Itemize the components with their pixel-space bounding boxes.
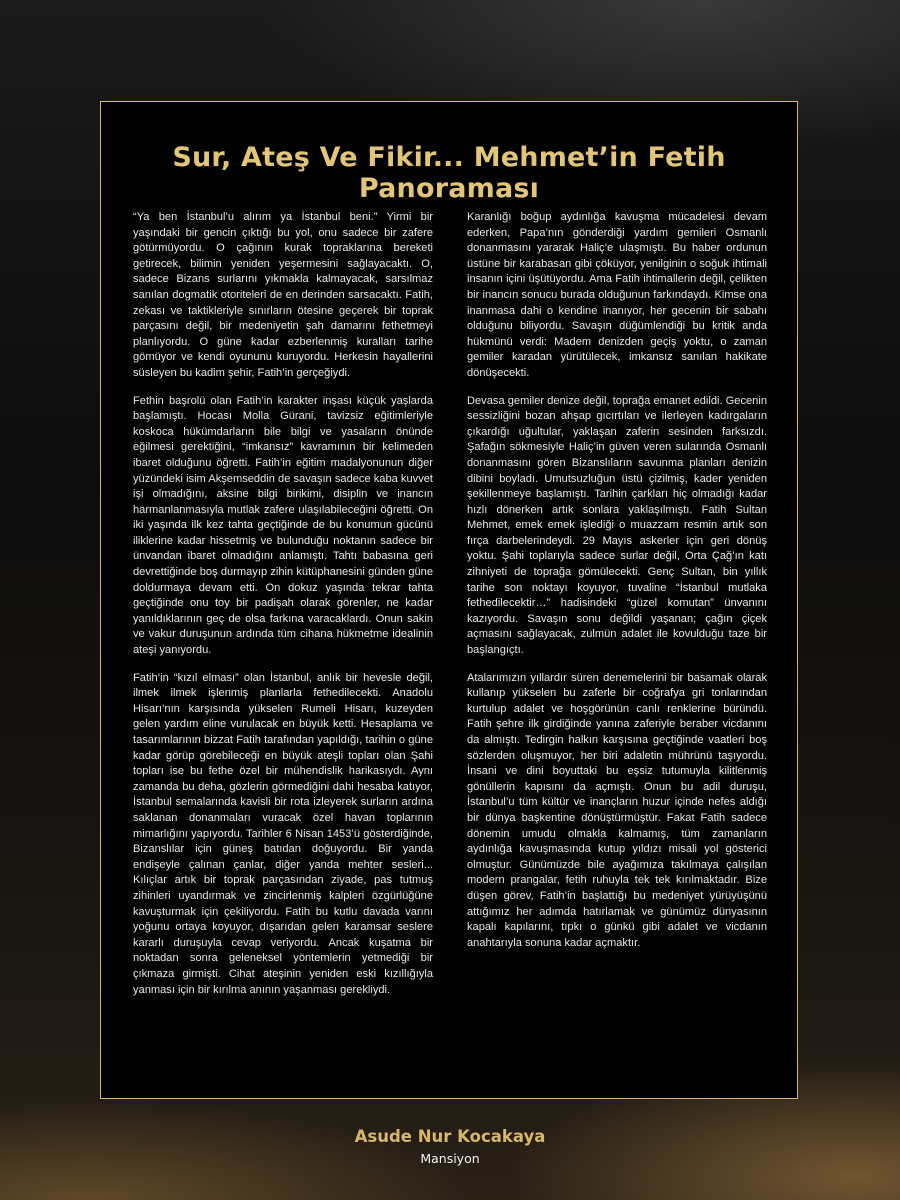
paragraph: “Ya ben İstanbul’u alırım ya İstanbul beni.” Yirmi bir yaşındaki bir gencin çıktığı bu yol, onu sadece bir zafere götürmüyordu. O çağının kurak topraklarına bereketi getirecek, bilimin yeniden yeşermesini sağlayacaktı. O, sadece Bizans surlarını yıkmakla kalmayacak, sarsılmaz sanılan dogmatik otoriteleri de en derinden sarsacaktı. Fatih, zekası ve taktikleriyle sınırların ötesine geçerek bir toprak parçasını değil, bir medeniyetin şah damarını fethetmeyi planlıyordu. O güne kadar ezberlenmiş kuralları tarihe gömüyor ve kendi oyununu kuruyordu. Herkesin hayallerini süsleyen bu kadim şehir, Fatih’in gerçeğiydi.: [133, 211, 433, 379]
article-title: Sur, Ateş Ve Fikir... Mehmet’in Fetih Panoraması: [172, 142, 726, 204]
paragraph: Karanlığı boğup aydınlığa kavuşma mücadelesi devam ederken, Papa’nın gönderdiği yardım gemileri Osmanlı donanmasını yararak Haliç’e ulaşmıştı. Bu haber ordunun üstüne bir karabasan gibi çöküyor, yenilginin o soğuk ihtimali insanın içini üşütüyordu. Ama Fatih ihtimallerin değil, çelikten bir inancın sonucu burada olduğunun farkındaydı. Kimse ona inanmasa dahi o kendine inanıyor, her gecenin bir sabahı olduğunu biliyordu. Savaşın düğümlendiği bu kritik anda hükmünü verdi: Madem denizden geçiş yoktu, o zaman gemiler karadan yürütülecek, imkansız sanılan hakikate dönüşecekti.: [467, 211, 767, 379]
left-column: [133, 210, 433, 1010]
paragraph: Fatih’in “kızıl elması” olan İstanbul, anlık bir hevesle değil, ilmek ilmek işlenmiş planlarla fethedilecekti. Anadolu Hisarı’nın karşısında yükselen Rumeli Hisarı, kuzeyden gelen yardım eline vurulacak en büyük ketti. Hesaplama ve tasarımlarının bizzat Fatih tarafından yapıldığı, tarihin o güne kadar görüp görebileceği en büyük ateşli topları olan Şahi topları ise bu fethe özel bir mühendislik harikasıydı. Aynı zamanda bu deha, gözlerin görmediğini dahi hesaba katıyor, İstanbul semalarında kavisli bir rota izleyerek surların ardına saklanan donanmaları vuracak özel havan toplarının mimarlığını yapıyordu. Tarihler 6 Nisan 1453’ü gösterdiğinde, Bizanslılar için güneş batıdan doğuyordu. Bir yanda endişeyle çalınan çanlar, diğer yanda mehter sesleri... Kılıçlar artık bir toprak parçasından ziyade, pas tutmuş zihinleri uyandırmak ve zincirlenmiş kalpleri özgürlüğüne kavuşturmak için çekiliyordu. Fatih bu kutlu davada varını yoğunu ortaya koyuyor, dışarıdan gelen karamsar seslere kararlı duruşuyla cevap veriyordu. Ancak kuşatma bir noktadan sonra geleneksel yöntemlerin yetmediği bir çıkmaza girmişti. Cihat ateşinin yeniden eski kızıllığıyla yanması için bir kırılma anının yaşanması gerekliydi.: [133, 671, 433, 996]
author-name: Asude Nur Kocakaya: [354, 1127, 546, 1146]
article-frame: [100, 101, 798, 1099]
right-column: [467, 210, 767, 963]
paragraph: Fethin başrolü olan Fatih’in karakter inşası küçük yaşlarda başlamıştı. Hocası Molla Gürani, tavizsiz eğitimleriyle koskoca hükümdarların bile bilgi ve yasaların önünde eğilmesi gerektiğini, “imkansız” kavramının bir kelimeden ibaret olduğunu öğretti. Fatih’in eğitim madalyonunun diğer yüzündeki isim Akşemseddin de savaşın sadece kaba kuvvet işi olmadığını, aksine bilgi birikimi, disiplin ve inancın harmanlanmasıyla mutlak zafere ulaşılabileceğini öğretti. On iki yaşında ilk kez tahta geçtiğinde de bu konumun gücünü iliklerine kadar hissetmiş ve bulunduğu noktanın sadece bir ünvandan ibaret olmadığını anlamıştı. Tahtı babasına geri devrettiğinde boş durmayıp zihin kütüphanesini günden güne doldurmaya devam etti. On dokuz yaşında tekrar tahta geçtiğinde onu toy bir padişah olarak görenler, ne kadar yanıldıklarının geç de olsa farkına varacaklardı. Onun sakin ve vakur duruşunun ardında tüm cihana hükmetme idealinin ateşi yanıyordu.: [133, 394, 433, 657]
paragraph: Devasa gemiler denize değil, toprağa emanet edildi. Gecenin sessizliğini bozan ahşap gıcırtıları ve ilerleyen kadırgaların çıkardığı uğultular, yaklaşan zaferin sesinden farksızdı. Şafağın sökmesiyle Haliç’in güven veren sularında Osmanlı donanmasını gören Bizanslıların savunma planları denizin dibini boyladı. Umutsuzluğun üstü çizilmiş, kader yeniden şekillenmeye başlamıştı. Tarihin çarkları hiç olmadığı kadar hızlı dönerken artık sonlara yaklaşılmıştı. Fatih Sultan Mehmet, emek emek işlediği o muazzam resmin artık son fırça darbelerindeydi. 29 Mayıs askerler için geri dönüş yoktu. Şahi toplarıyla sadece surlar değil, Orta Çağ’ın katı zihniyeti de toprağa gömülecekti. Genç Sultan, bin yıllık tarihe son noktayı koyuyor, tuvaline “İstanbul mutlaka fethedilecektir…” hadisindeki “güzel komutan” ünvanını kazıyordu. Savaşın sonu değildi yaşanan; çağın çiçek açmasını sağlayacak, zulmün adalet ile kovulduğu taze bir başlangıçtı.: [467, 394, 767, 657]
award-label: Mansiyon: [420, 1151, 480, 1166]
paragraph: Atalarımızın yıllardır süren denemelerini bir basamak olarak kullanıp yükselen bu zaferle bir coğrafya gri tonlarından kurtulup adalet ve hoşgörünün canlı renklerine büründü. Fatih şehre ilk girdiğinde yanına zaferiyle beraber vicdanını da almıştı. Tedirgin halkın karşısına geçtiğinde vaatleri boş sözlerden oluşmuyor, her biri adaletin mührünü taşıyordu. İnsani ve dini boyuttaki bu eşsiz tutumuyla kilitlenmiş gönüllerin kapısını da açmıştı. Onun bu adil duruşu, İstanbul’u tüm kültür ve inançların huzur içinde nefes aldığı bir dünya başkentine dönüştürmüştür. Fakat Fatih sadece dönemin umudu olmakla kalmamış, tüm zamanların aydınlığa kavuşmasında kutup yıldızı misali yol gösterici olmuştur. Günümüzde bile ayağımıza takılmaya çalışılan modern prangalar, fetih ruhuyla tek tek kırılmaktadır. Bize düşen görev, Fatih’in başlattığı bu medeniyet yürüyüşünü attığımız her adımda hatırlamak ve günümüz dünyasının kapalı kapılarını, tıpkı o günkü gibi adalet ve vicdanın anahtarıyla sonuna kadar açmaktır.: [467, 671, 767, 949]
